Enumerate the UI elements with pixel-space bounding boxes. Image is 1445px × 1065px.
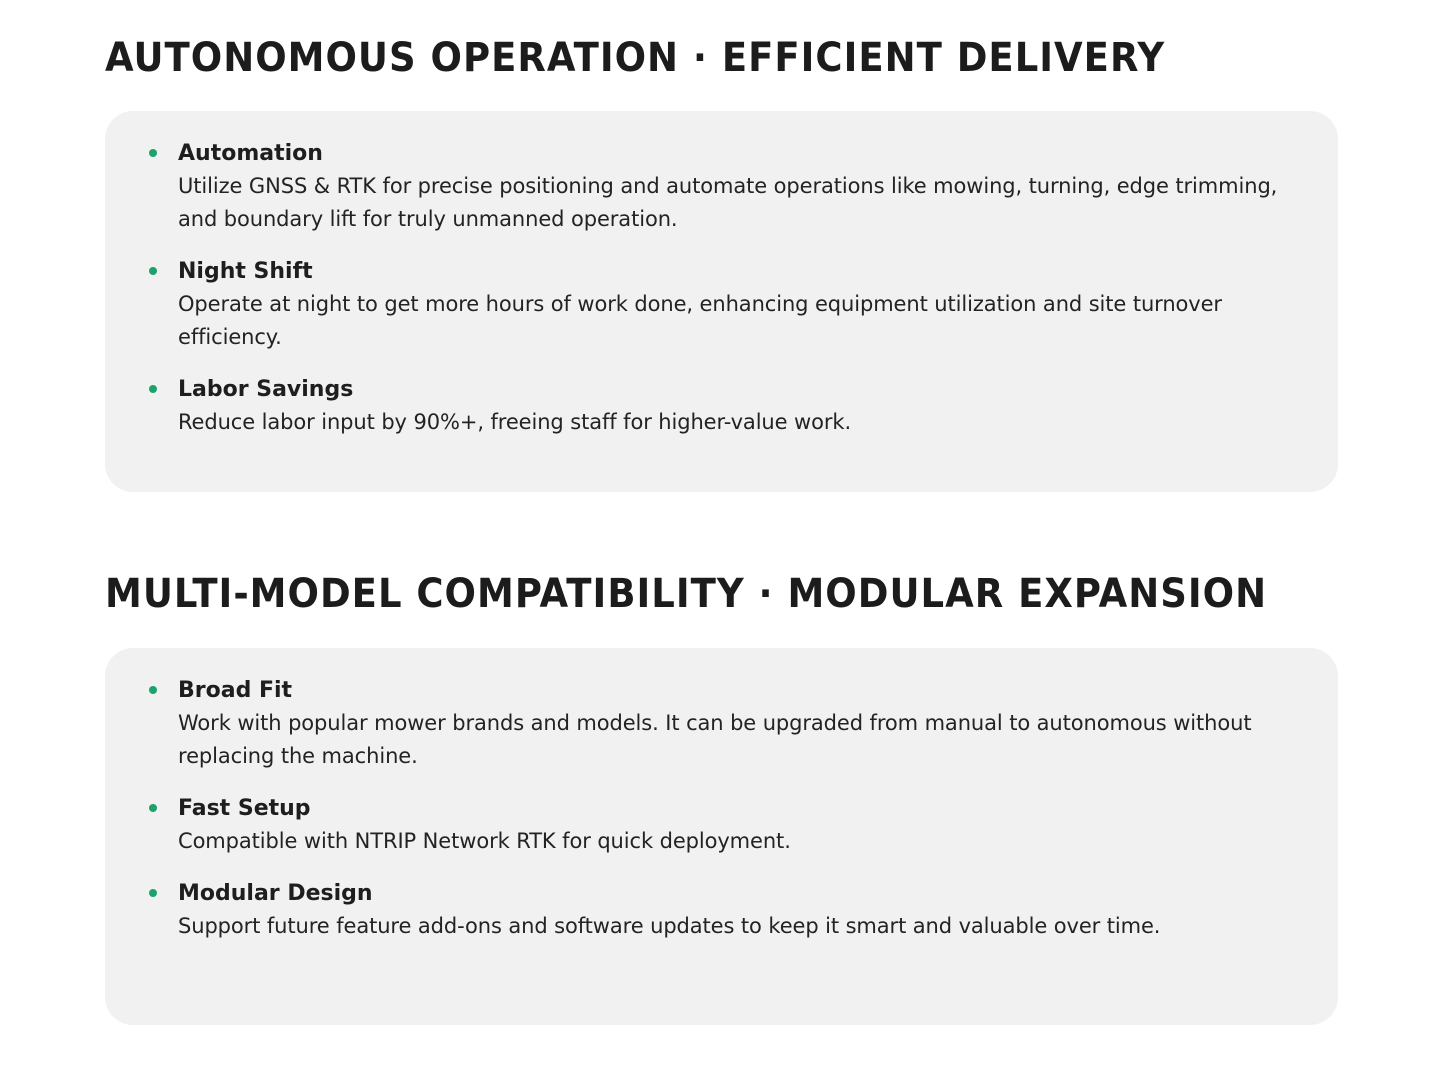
- section-autonomous-operation: [105, 30, 1338, 492]
- item-title: Fast Setup: [178, 796, 311, 821]
- item-description: Utilize GNSS & RTK for precise positioning and automate operations like mowing, turning, edge trimming, and boundary lift for truly unmanned operation.: [178, 174, 1278, 231]
- section-title: MULTI-MODEL COMPATIBILITY · MODULAR EXPANSION: [105, 570, 1268, 617]
- list-item: [147, 255, 1298, 354]
- item-description: Support future feature add-ons and software updates to keep it smart and valuable over time.: [178, 914, 1161, 938]
- item-description: Operate at night to get more hours of work done, enhancing equipment utilization and site turnover efficiency.: [178, 292, 1222, 349]
- bullet-dot-icon: [149, 267, 157, 275]
- list-item: [147, 674, 1298, 773]
- list-item: [147, 373, 1298, 439]
- feature-panel: [105, 111, 1338, 492]
- item-title: Broad Fit: [178, 678, 293, 703]
- section-multi-model-compatibility: [105, 566, 1338, 1025]
- feature-panel: [105, 648, 1338, 1025]
- item-title: Automation: [178, 141, 323, 166]
- bullet-dot-icon: [149, 385, 157, 393]
- list-item: [147, 792, 1298, 858]
- section-title: AUTONOMOUS OPERATION · EFFICIENT DELIVERY: [105, 34, 1166, 81]
- item-description: Reduce labor input by 90%+, freeing staff for higher-value work.: [178, 410, 852, 434]
- item-title: Night Shift: [178, 259, 313, 284]
- bullet-dot-icon: [149, 149, 157, 157]
- bullet-dot-icon: [149, 889, 157, 897]
- list-item: [147, 137, 1298, 236]
- item-description: Work with popular mower brands and models. It can be upgraded from manual to autonomous without replacing the machine.: [178, 711, 1252, 768]
- item-title: Labor Savings: [178, 377, 354, 402]
- list-item: [147, 877, 1298, 943]
- bullet-dot-icon: [149, 686, 157, 694]
- bullet-dot-icon: [149, 804, 157, 812]
- item-title: Modular Design: [178, 881, 373, 906]
- item-description: Compatible with NTRIP Network RTK for quick deployment.: [178, 829, 791, 853]
